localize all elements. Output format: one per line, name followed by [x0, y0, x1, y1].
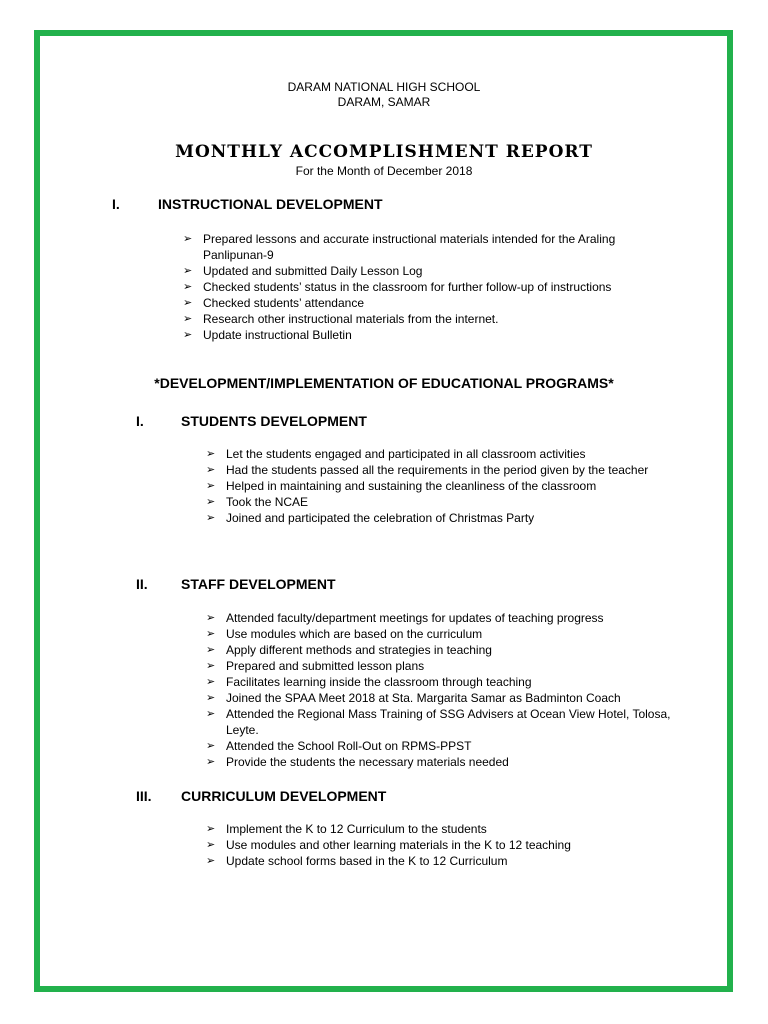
- arrowhead-bullet-icon: ➢: [206, 692, 216, 704]
- arrowhead-bullet-icon: ➢: [206, 740, 216, 752]
- list-item-text: Took the NCAE: [226, 495, 309, 509]
- list-item: [206, 821, 676, 837]
- list-item: [206, 494, 676, 510]
- arrowhead-bullet-icon: ➢: [206, 448, 216, 460]
- arrowhead-bullet-icon: ➢: [183, 281, 193, 293]
- list-item-text: Research other instructional materials from the internet.: [203, 312, 499, 326]
- list-item: [183, 231, 653, 263]
- arrowhead-bullet-icon: ➢: [206, 612, 216, 624]
- list-item: [206, 658, 676, 674]
- list-item: [206, 754, 676, 770]
- list-item-text: Use modules and other learning materials in the K to 12 teaching: [226, 838, 571, 852]
- list-item-text: Updated and submitted Daily Lesson Log: [203, 264, 423, 278]
- section-number: I.: [136, 413, 144, 429]
- list-item-text: Prepared lessons and accurate instructional materials intended for the Araling Panlipunan-9: [203, 232, 616, 262]
- list-item: [206, 510, 676, 526]
- arrowhead-bullet-icon: ➢: [206, 676, 216, 688]
- section-number: I.: [112, 196, 120, 212]
- section-title: STAFF DEVELOPMENT: [181, 576, 336, 592]
- list-item: [206, 837, 676, 853]
- arrowhead-bullet-icon: ➢: [206, 855, 216, 867]
- arrowhead-bullet-icon: ➢: [183, 297, 193, 309]
- list-item-text: Update instructional Bulletin: [203, 328, 352, 342]
- section-title: CURRICULUM DEVELOPMENT: [181, 788, 387, 804]
- list-item: [206, 446, 676, 462]
- list-item-text: Apply different methods and strategies in teaching: [226, 643, 492, 657]
- curriculum-list: [206, 821, 676, 869]
- report-title: MONTHLY ACCOMPLISHMENT REPORT: [175, 142, 593, 162]
- list-item: [206, 853, 676, 869]
- list-item-text: Let the students engaged and participated in all classroom activities: [226, 447, 586, 461]
- arrowhead-bullet-icon: ➢: [206, 480, 216, 492]
- students-list: [206, 446, 676, 526]
- arrowhead-bullet-icon: ➢: [206, 512, 216, 524]
- arrowhead-bullet-icon: ➢: [206, 660, 216, 672]
- list-item-text: Joined and participated the celebration of Christmas Party: [226, 511, 535, 525]
- list-item-text: Implement the K to 12 Curriculum to the students: [226, 822, 487, 836]
- list-item-text: Attended the School Roll-Out on RPMS-PPST: [226, 739, 472, 753]
- list-item: [183, 327, 653, 343]
- list-item-text: Prepared and submitted lesson plans: [226, 659, 425, 673]
- list-item-text: Attended the Regional Mass Training of SSG Advisers at Ocean View Hotel, Tolosa, Leyte.: [226, 707, 671, 737]
- arrowhead-bullet-icon: ➢: [206, 839, 216, 851]
- instructional-list: [183, 231, 653, 343]
- section-number: III.: [136, 788, 152, 804]
- arrowhead-bullet-icon: ➢: [206, 628, 216, 640]
- list-item: [183, 279, 653, 295]
- list-item: [206, 462, 676, 478]
- list-item-text: Attended faculty/department meetings for updates of teaching progress: [226, 611, 604, 625]
- list-item-text: Update school forms based in the K to 12 Curriculum: [226, 854, 508, 868]
- arrowhead-bullet-icon: ➢: [206, 823, 216, 835]
- section-number: II.: [136, 576, 148, 592]
- list-item: [183, 311, 653, 327]
- arrowhead-bullet-icon: ➢: [183, 329, 193, 341]
- arrowhead-bullet-icon: ➢: [183, 313, 193, 325]
- arrowhead-bullet-icon: ➢: [206, 708, 216, 720]
- list-item-text: Use modules which are based on the curriculum: [226, 627, 483, 641]
- list-item: [206, 674, 676, 690]
- section-title: INSTRUCTIONAL DEVELOPMENT: [158, 196, 383, 212]
- list-item-text: Provide the students the necessary materials needed: [226, 755, 509, 769]
- arrowhead-bullet-icon: ➢: [183, 265, 193, 277]
- school-name: DARAM NATIONAL HIGH SCHOOL: [287, 80, 481, 94]
- list-item-text: Joined the SPAA Meet 2018 at Sta. Margarita Samar as Badminton Coach: [226, 691, 621, 705]
- list-item-text: Facilitates learning inside the classroom through teaching: [226, 675, 532, 689]
- list-item: [206, 738, 676, 754]
- list-item-text: Helped in maintaining and sustaining the cleanliness of the classroom: [226, 479, 597, 493]
- list-item-text: Had the students passed all the requirements in the period given by the teacher: [226, 463, 649, 477]
- programs-heading: *DEVELOPMENT/IMPLEMENTATION OF EDUCATIONAL PROGRAMS*: [154, 375, 614, 391]
- list-item-text: Checked students’ status in the classroom for further follow-up of instructions: [203, 280, 612, 294]
- arrowhead-bullet-icon: ➢: [206, 464, 216, 476]
- list-item: [183, 295, 653, 311]
- list-item: [183, 263, 653, 279]
- list-item: [206, 706, 676, 738]
- section-title: STUDENTS DEVELOPMENT: [181, 413, 367, 429]
- arrowhead-bullet-icon: ➢: [206, 496, 216, 508]
- arrowhead-bullet-icon: ➢: [206, 644, 216, 656]
- report-period: For the Month of December 2018: [295, 164, 473, 178]
- list-item: [206, 690, 676, 706]
- staff-list: [206, 610, 676, 770]
- arrowhead-bullet-icon: ➢: [183, 233, 193, 245]
- arrowhead-bullet-icon: ➢: [206, 756, 216, 768]
- list-item: [206, 626, 676, 642]
- list-item-text: Checked students’ attendance: [203, 296, 364, 310]
- list-item: [206, 610, 676, 626]
- school-location: DARAM, SAMAR: [337, 95, 431, 109]
- list-item: [206, 642, 676, 658]
- list-item: [206, 478, 676, 494]
